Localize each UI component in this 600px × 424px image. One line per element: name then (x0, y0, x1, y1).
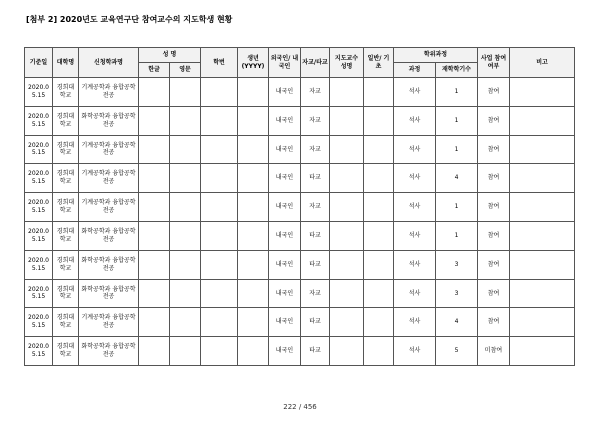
cell-name-english (170, 78, 201, 107)
cell-university: 경희대학교 (53, 164, 79, 193)
cell-nationality: 내국인 (269, 308, 301, 337)
cell-department: 화학공학과 융합공학전공 (79, 337, 139, 366)
cell-school-type: 자교 (301, 135, 330, 164)
cell-department: 기계공학과 융합공학전공 (79, 193, 139, 222)
cell-birth (238, 193, 269, 222)
cell-course: 석사 (394, 106, 436, 135)
cell-university: 경희대학교 (53, 78, 79, 107)
cell-university: 경희대학교 (53, 250, 79, 279)
cell-advisor (330, 279, 364, 308)
header-school-type: 자교/타교 (301, 48, 330, 78)
cell-name-english (170, 164, 201, 193)
cell-name-english (170, 221, 201, 250)
cell-date: 2020.0 5.15 (25, 135, 53, 164)
header-university: 대학명 (53, 48, 79, 78)
cell-department: 기계공학과 융합공학전공 (79, 308, 139, 337)
cell-course: 석사 (394, 135, 436, 164)
cell-university: 경희대학교 (53, 106, 79, 135)
cell-name-english (170, 337, 201, 366)
cell-participation: 참여 (478, 221, 510, 250)
cell-participation: 참여 (478, 164, 510, 193)
cell-semesters: 3 (436, 250, 478, 279)
cell-university: 경희대학교 (53, 221, 79, 250)
cell-advisor (330, 337, 364, 366)
cell-birth (238, 337, 269, 366)
cell-nationality: 내국인 (269, 193, 301, 222)
cell-advisor (330, 250, 364, 279)
cell-date: 2020.0 5.15 (25, 106, 53, 135)
cell-name-korean (139, 279, 170, 308)
cell-date: 2020.0 5.15 (25, 337, 53, 366)
cell-advisor (330, 106, 364, 135)
header-name-korean: 한글 (139, 63, 170, 78)
cell-semesters: 1 (436, 78, 478, 107)
cell-status (364, 135, 394, 164)
cell-name-korean (139, 135, 170, 164)
header-student-id: 학번 (201, 48, 238, 78)
table-row (25, 337, 575, 366)
cell-nationality: 내국인 (269, 337, 301, 366)
cell-course: 석사 (394, 308, 436, 337)
cell-status (364, 221, 394, 250)
header-nationality: 외국인/ 내국인 (269, 48, 301, 78)
cell-department: 기계공학과 융합공학전공 (79, 135, 139, 164)
cell-name-english (170, 135, 201, 164)
cell-nationality: 내국인 (269, 78, 301, 107)
cell-school-type: 타교 (301, 308, 330, 337)
cell-name-korean (139, 78, 170, 107)
cell-department: 기계공학과 융합공학전공 (79, 78, 139, 107)
cell-advisor (330, 221, 364, 250)
table-row (25, 164, 575, 193)
cell-department: 기계공학과 융합공학전공 (79, 164, 139, 193)
student-table (24, 47, 575, 366)
header-advisor: 지도교수 성명 (330, 48, 364, 78)
cell-school-type: 타교 (301, 337, 330, 366)
cell-remarks (510, 337, 575, 366)
cell-advisor (330, 164, 364, 193)
header-participation: 사업 참여 여부 (478, 48, 510, 78)
cell-status (364, 164, 394, 193)
cell-university: 경희대학교 (53, 135, 79, 164)
cell-birth (238, 106, 269, 135)
cell-remarks (510, 250, 575, 279)
cell-status (364, 250, 394, 279)
document-title: [첨부 2] 2020년도 교육연구단 참여교수의 지도학생 현황 (26, 15, 233, 24)
cell-remarks (510, 279, 575, 308)
cell-school-type: 자교 (301, 106, 330, 135)
cell-student-id (201, 221, 238, 250)
header-status: 일반/ 기초 (364, 48, 394, 78)
cell-university: 경희대학교 (53, 193, 79, 222)
cell-nationality: 내국인 (269, 135, 301, 164)
cell-nationality: 내국인 (269, 221, 301, 250)
cell-course: 석사 (394, 164, 436, 193)
cell-status (364, 337, 394, 366)
table-row (25, 193, 575, 222)
cell-status (364, 106, 394, 135)
cell-name-english (170, 308, 201, 337)
cell-date: 2020.0 5.15 (25, 221, 53, 250)
cell-birth (238, 78, 269, 107)
header-date: 기준일 (25, 48, 53, 78)
cell-semesters: 1 (436, 221, 478, 250)
cell-student-id (201, 250, 238, 279)
cell-birth (238, 221, 269, 250)
cell-name-english (170, 193, 201, 222)
cell-status (364, 279, 394, 308)
cell-advisor (330, 135, 364, 164)
cell-nationality: 내국인 (269, 164, 301, 193)
cell-semesters: 4 (436, 164, 478, 193)
cell-remarks (510, 221, 575, 250)
cell-university: 경희대학교 (53, 337, 79, 366)
cell-date: 2020.0 5.15 (25, 164, 53, 193)
cell-participation: 참여 (478, 308, 510, 337)
cell-department: 화학공학과 융합공학전공 (79, 106, 139, 135)
cell-status (364, 308, 394, 337)
cell-nationality: 내국인 (269, 250, 301, 279)
cell-remarks (510, 106, 575, 135)
cell-course: 석사 (394, 193, 436, 222)
cell-birth (238, 135, 269, 164)
cell-semesters: 1 (436, 135, 478, 164)
cell-name-english (170, 279, 201, 308)
cell-school-type: 자교 (301, 279, 330, 308)
cell-school-type: 타교 (301, 164, 330, 193)
cell-student-id (201, 106, 238, 135)
cell-name-korean (139, 221, 170, 250)
cell-participation: 참여 (478, 250, 510, 279)
cell-birth (238, 250, 269, 279)
header-department: 신청학과명 (79, 48, 139, 78)
cell-status (364, 78, 394, 107)
cell-student-id (201, 135, 238, 164)
cell-name-korean (139, 250, 170, 279)
header-name-english: 영문 (170, 63, 201, 78)
cell-semesters: 1 (436, 106, 478, 135)
cell-date: 2020.0 5.15 (25, 193, 53, 222)
cell-status (364, 193, 394, 222)
cell-student-id (201, 78, 238, 107)
cell-remarks (510, 164, 575, 193)
cell-name-korean (139, 164, 170, 193)
cell-birth (238, 164, 269, 193)
table-row (25, 78, 575, 107)
cell-course: 석사 (394, 221, 436, 250)
cell-student-id (201, 337, 238, 366)
table-row (25, 106, 575, 135)
cell-student-id (201, 193, 238, 222)
table-row (25, 135, 575, 164)
header-course: 과정 (394, 63, 436, 78)
cell-date: 2020.0 5.15 (25, 250, 53, 279)
table-row (25, 221, 575, 250)
header-remarks: 비고 (510, 48, 575, 78)
cell-school-type: 자교 (301, 78, 330, 107)
cell-name-korean (139, 106, 170, 135)
cell-semesters: 1 (436, 193, 478, 222)
header-semesters: 재학학기수 (436, 63, 478, 78)
cell-student-id (201, 164, 238, 193)
page-number: 222 / 456 (283, 403, 317, 411)
table-row (25, 308, 575, 337)
cell-name-korean (139, 193, 170, 222)
cell-birth (238, 308, 269, 337)
cell-name-english (170, 106, 201, 135)
cell-participation: 참여 (478, 193, 510, 222)
header-degree: 학위과정 (394, 48, 478, 63)
cell-date: 2020.0 5.15 (25, 279, 53, 308)
cell-date: 2020.0 5.15 (25, 308, 53, 337)
cell-advisor (330, 193, 364, 222)
cell-school-type: 자교 (301, 193, 330, 222)
cell-student-id (201, 308, 238, 337)
cell-remarks (510, 135, 575, 164)
cell-remarks (510, 78, 575, 107)
cell-remarks (510, 193, 575, 222)
cell-student-id (201, 279, 238, 308)
header-birth: 생년 (YYYY) (238, 48, 269, 78)
cell-nationality: 내국인 (269, 106, 301, 135)
cell-birth (238, 279, 269, 308)
cell-participation: 참여 (478, 279, 510, 308)
table-row (25, 279, 575, 308)
cell-advisor (330, 78, 364, 107)
cell-university: 경희대학교 (53, 279, 79, 308)
cell-semesters: 3 (436, 279, 478, 308)
cell-department: 화학공학과 융합공학전공 (79, 221, 139, 250)
header-name: 성 명 (139, 48, 201, 63)
cell-advisor (330, 308, 364, 337)
cell-name-english (170, 250, 201, 279)
cell-date: 2020.0 5.15 (25, 78, 53, 107)
cell-course: 석사 (394, 279, 436, 308)
cell-school-type: 타교 (301, 250, 330, 279)
cell-course: 석사 (394, 250, 436, 279)
cell-participation: 미참여 (478, 337, 510, 366)
cell-department: 화학공학과 융합공학전공 (79, 279, 139, 308)
cell-semesters: 4 (436, 308, 478, 337)
cell-remarks (510, 308, 575, 337)
cell-course: 석사 (394, 78, 436, 107)
cell-participation: 참여 (478, 106, 510, 135)
cell-course: 석사 (394, 337, 436, 366)
cell-participation: 참여 (478, 78, 510, 107)
cell-nationality: 내국인 (269, 279, 301, 308)
cell-participation: 참여 (478, 135, 510, 164)
cell-department: 화학공학과 융합공학전공 (79, 250, 139, 279)
table-row (25, 250, 575, 279)
cell-name-korean (139, 308, 170, 337)
cell-name-korean (139, 337, 170, 366)
cell-semesters: 5 (436, 337, 478, 366)
cell-university: 경희대학교 (53, 308, 79, 337)
cell-school-type: 타교 (301, 221, 330, 250)
